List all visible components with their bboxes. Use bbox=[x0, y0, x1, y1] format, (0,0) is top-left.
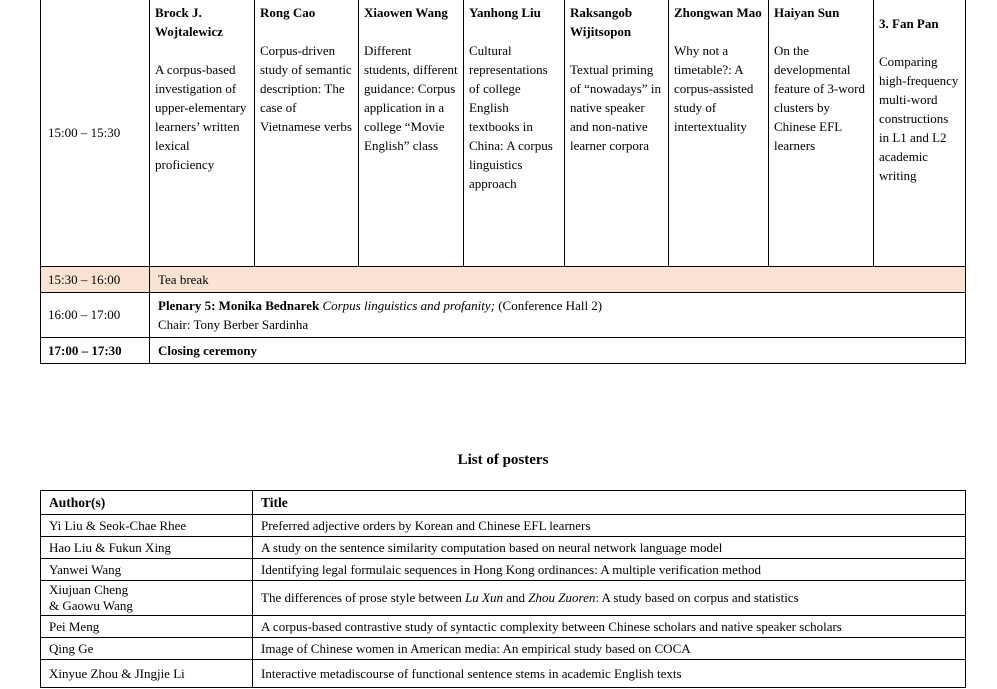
poster-authors: Hao Liu & Fukun Xing bbox=[41, 537, 253, 559]
time-cell: 17:00 – 17:30 bbox=[41, 337, 150, 363]
session-title: Why not a timetable?: A corpus-assisted study of intertextuality bbox=[674, 43, 754, 134]
poster-row bbox=[41, 581, 966, 616]
poster-authors: Xinyue Zhou & JIngjie Li bbox=[41, 660, 253, 688]
session-title: On the developmental feature of 3-word clusters by Chinese EFL learners bbox=[774, 43, 865, 153]
poster-title: A corpus-based contrastive study of syntactic complexity between Chinese scholars and native speaker scholars bbox=[253, 616, 966, 638]
poster-row bbox=[41, 638, 966, 660]
session-row bbox=[41, 0, 966, 266]
poster-title bbox=[253, 581, 966, 616]
closing-ceremony-cell: Closing ceremony bbox=[150, 337, 966, 363]
poster-authors: Pei Meng bbox=[41, 616, 253, 638]
posters-col-title: Title bbox=[253, 491, 966, 515]
presenter-name: Zhongwan Mao bbox=[674, 5, 762, 20]
poster-title-italic: Zhou Zuoren bbox=[528, 590, 596, 605]
session-cell bbox=[255, 0, 359, 266]
poster-title-text: The differences of prose style between bbox=[261, 590, 466, 605]
presenter-name: Yanhong Liu bbox=[469, 5, 541, 20]
presenter-name: Brock J. Wojtalewicz bbox=[155, 5, 223, 39]
posters-table bbox=[40, 490, 966, 688]
session-cell bbox=[150, 0, 255, 266]
presenter-name: Haiyan Sun bbox=[774, 5, 840, 20]
session-title: Comparing high-frequency multi-word constructions in L1 and L2 academic writing bbox=[879, 54, 959, 183]
poster-title-text: : A study based on corpus and statistics bbox=[595, 590, 799, 605]
poster-title-italic: Lu Xun bbox=[465, 590, 503, 605]
time-cell: 15:30 – 16:00 bbox=[41, 266, 150, 292]
time-cell: 15:00 – 15:30 bbox=[41, 0, 150, 266]
poster-title: A study on the sentence similarity computation based on neural network language model bbox=[253, 537, 966, 559]
poster-title-text: and bbox=[503, 590, 529, 605]
poster-title: Identifying legal formulaic sequences in Hong Kong ordinances: A multiple verification method bbox=[253, 559, 966, 581]
posters-col-authors: Author(s) bbox=[41, 491, 253, 515]
poster-author-line: Xiujuan Cheng bbox=[49, 582, 129, 597]
session-title: A corpus-based investigation of upper-elementary learners’ written lexical proficiency bbox=[155, 62, 247, 172]
session-cell bbox=[874, 0, 966, 266]
poster-authors: Yi Liu & Seok-Chae Rhee bbox=[41, 515, 253, 537]
plenary-speaker: Plenary 5: Monika Bednarek bbox=[158, 297, 323, 313]
presenter-name: Rong Cao bbox=[260, 5, 316, 20]
session-title: Cultural representations of college English textbooks in China: A corpus linguistics approach bbox=[469, 43, 553, 191]
poster-authors: Qing Ge bbox=[41, 638, 253, 660]
poster-authors bbox=[41, 581, 253, 616]
plenary-location: (Conference Hall 2) bbox=[494, 297, 603, 313]
plenary-chair: Chair: Tony Berber Sardinha bbox=[158, 316, 309, 332]
poster-authors: Yanwei Wang bbox=[41, 559, 253, 581]
session-cell bbox=[359, 0, 464, 266]
schedule-table bbox=[40, 0, 966, 364]
poster-title: Image of Chinese women in American media: An empirical study based on COCA bbox=[253, 638, 966, 660]
poster-row bbox=[41, 616, 966, 638]
posters-header-row bbox=[41, 491, 966, 515]
session-title: Textual priming of “nowadays” in native speaker and non-native learner corpora bbox=[570, 62, 661, 153]
presenter-name: Raksangob Wijitsopon bbox=[570, 5, 633, 39]
time-cell: 16:00 – 17:00 bbox=[41, 292, 150, 337]
session-cell bbox=[464, 0, 565, 266]
poster-row bbox=[41, 537, 966, 559]
posters-heading: List of posters bbox=[457, 452, 549, 468]
session-cell bbox=[769, 0, 874, 266]
plenary-row bbox=[41, 292, 966, 337]
poster-author-line: & Gaowu Wang bbox=[49, 598, 133, 613]
presenter-name: Xiaowen Wang bbox=[364, 5, 448, 20]
presenter-name: 3. Fan Pan bbox=[879, 16, 939, 31]
session-title: Corpus-driven study of semantic description: The case of Vietnamese verbs bbox=[260, 43, 352, 134]
poster-title: Preferred adjective orders by Korean and Chinese EFL learners bbox=[253, 515, 966, 537]
closing-row bbox=[41, 337, 966, 363]
poster-row bbox=[41, 515, 966, 537]
session-cell bbox=[565, 0, 669, 266]
plenary-cell bbox=[150, 292, 966, 337]
tea-break-row bbox=[41, 266, 966, 292]
poster-title: Interactive metadiscourse of functional sentence stems in academic English texts bbox=[253, 660, 966, 688]
session-title: Different students, different guidance: Corpus application in a college “Movie English” class bbox=[364, 43, 458, 153]
tea-break-cell: Tea break bbox=[150, 266, 966, 292]
poster-row bbox=[41, 660, 966, 688]
poster-row bbox=[41, 559, 966, 581]
session-cell bbox=[669, 0, 769, 266]
plenary-talk-title: Corpus linguistics and profanity; bbox=[322, 297, 495, 313]
